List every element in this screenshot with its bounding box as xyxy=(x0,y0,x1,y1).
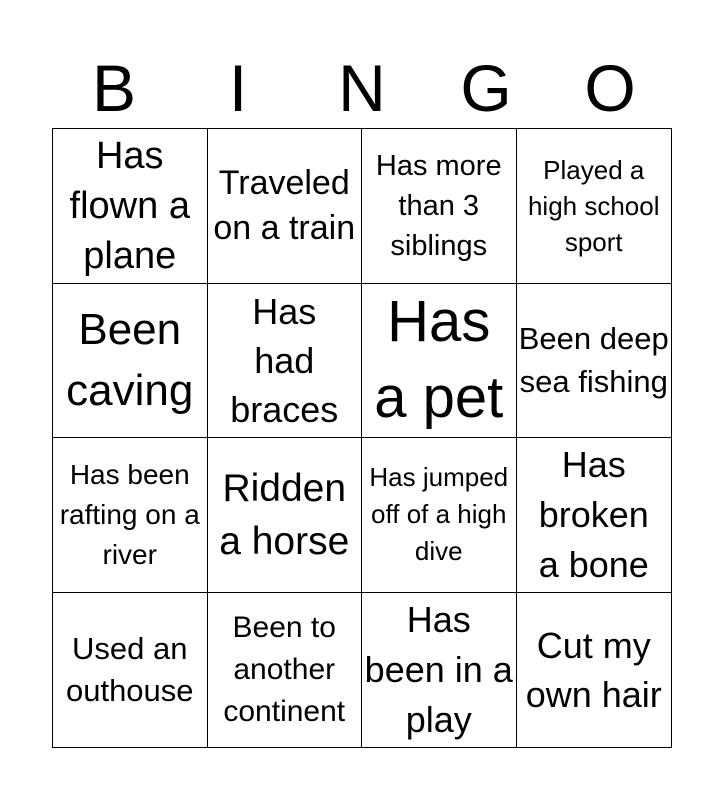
bingo-cell[interactable] xyxy=(517,129,672,284)
bingo-cell[interactable] xyxy=(208,593,363,748)
header-letter-o: O xyxy=(584,51,636,125)
cell-text: Has a pet xyxy=(374,289,504,431)
cell-text: Has been in a play xyxy=(364,598,513,740)
cell-text: Has flown a plane xyxy=(69,134,190,277)
bingo-header xyxy=(52,48,672,128)
bingo-cell[interactable] xyxy=(517,284,672,439)
cell-text: Ridden a horse xyxy=(219,466,350,563)
bingo-board xyxy=(52,128,672,748)
bingo-cell[interactable] xyxy=(208,129,363,284)
bingo-cell[interactable] xyxy=(53,129,208,284)
header-letter-b: B xyxy=(91,51,137,125)
header-letter-n: N xyxy=(338,51,386,125)
bingo-cell[interactable] xyxy=(362,438,517,593)
bingo-cell[interactable] xyxy=(362,593,517,748)
bingo-cell[interactable] xyxy=(53,593,208,748)
cell-text: Has had braces xyxy=(230,290,339,430)
bingo-cell[interactable] xyxy=(53,284,208,439)
bingo-cell[interactable] xyxy=(208,284,363,439)
cell-text: Has more than 3 siblings xyxy=(375,149,502,262)
bingo-cell[interactable] xyxy=(517,593,672,748)
cell-text: Traveled on a train xyxy=(213,163,356,247)
header-letter-i: I xyxy=(228,51,248,125)
cell-text: Been caving xyxy=(66,305,194,416)
bingo-cell[interactable] xyxy=(53,438,208,593)
bingo-cell[interactable] xyxy=(362,284,517,439)
bingo-cell[interactable] xyxy=(517,438,672,593)
cell-text: Has jumped off of a high dive xyxy=(369,462,509,567)
cell-text: Has been rafting on a river xyxy=(59,458,200,570)
bingo-cell[interactable] xyxy=(208,438,363,593)
cell-text: Been deep sea fishing xyxy=(518,321,669,400)
cell-text: Has broken a bone xyxy=(538,443,649,585)
cell-text: Played a high school sport xyxy=(527,154,660,257)
header-letter-g: G xyxy=(460,51,512,125)
cell-text: Been to another continent xyxy=(223,610,346,728)
cell-text: Used an outhouse xyxy=(65,630,194,708)
bingo-cell[interactable] xyxy=(362,129,517,284)
cell-text: Cut my own hair xyxy=(525,624,662,715)
